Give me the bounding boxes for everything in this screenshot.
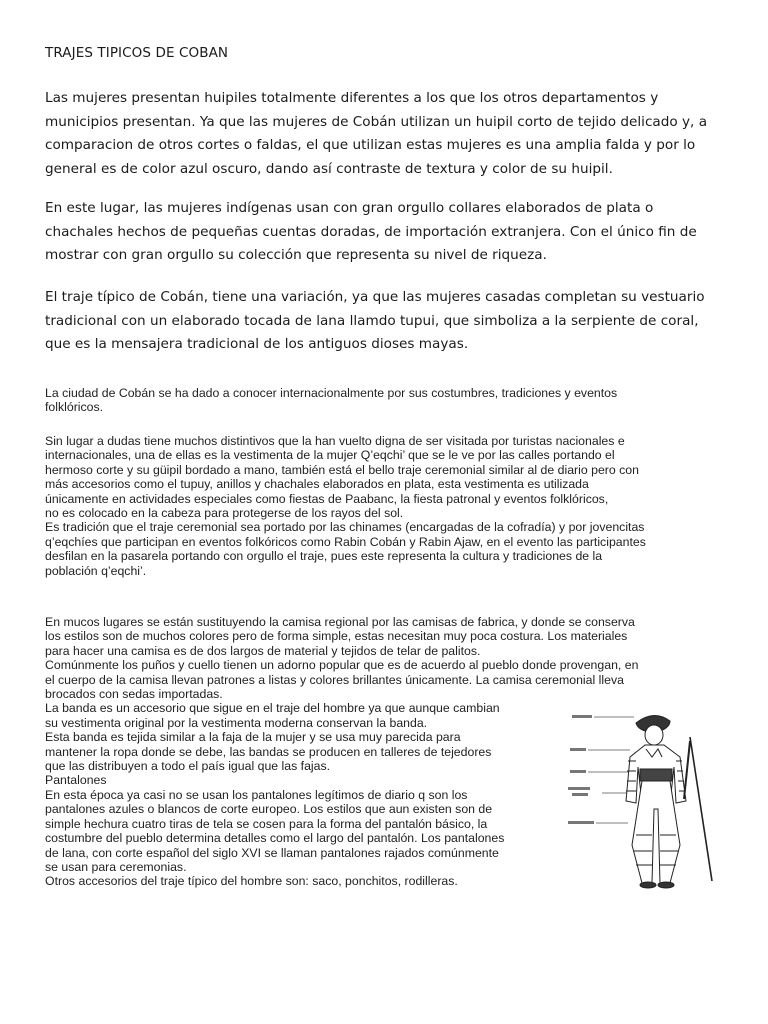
text-line: Sin lugar a dudas tiene muchos distintivos que la han vuelto digna de ser visitada por turistas nacionales e	[45, 434, 625, 448]
text-line: En este lugar, las mujeres indígenas usan con gran orgullo collares elaborados de plata o	[45, 200, 654, 216]
text-line: que las distribuyen a todo el país igual que las fajas.	[45, 759, 331, 774]
document-title: TRAJES TIPICOS DE COBAN	[45, 45, 229, 61]
text-line: costumbre del pueblo determina detalles como el largo del pantalón. Los pantalones	[45, 831, 505, 846]
text-line: q’eqchíes que participan en eventos folkóricos como Rabin Cobán y Rabin Ajaw, en el evento las participantes	[45, 534, 646, 549]
text-line: mostrar con gran orgullo su colección que representa su nivel de riqueza.	[45, 247, 547, 263]
text-line: Es tradición que el traje ceremonial sea portado por las chinames (encargadas de la cofradía) y por jovencitas	[45, 520, 645, 535]
text-line: se usan para ceremonias.	[45, 859, 187, 874]
text-line: tradicional con un elaborado tocada de lana llamdo tupui, que simboliza a la serpiente de coral,	[45, 312, 699, 329]
text-line: desfilan en la pasarela portando con orgullo el traje, pues este representa la cultura y tradiciones de la	[45, 549, 603, 564]
text-line: En esta época ya casi no se usan los pantalones legítimos de diario q son los	[45, 787, 468, 802]
text-line: su vestimenta original por la vestimenta moderna conservan la banda.	[45, 715, 428, 730]
text-line: La banda es un accesorio que sigue en el traje del hombre ya que aunque cambian	[45, 701, 500, 716]
text-line: La ciudad de Cobán se ha dado a conocer internacionalmente por sus costumbres, tradiciones y eventos	[45, 386, 618, 400]
text-line: folklóricos.	[45, 400, 104, 415]
text-line: internacionales, una de ellas es la vestimenta de la mujer Q’eqchi’ que se le ve por las calles portando el	[45, 448, 615, 463]
text-line: Las mujeres presentan huipiles totalmente diferentes a los que los otros departamentos y	[45, 90, 659, 106]
body-block-3	[45, 615, 638, 889]
text-line: pantalones azules o blancos de corte europeo. Los estilos que aun existen son de	[45, 802, 493, 817]
text-line: Otros accesorios del traje típico del hombre son: saco, ponchitos, rodilleras.	[45, 874, 458, 889]
text-line: Pantalones	[45, 773, 107, 788]
text-line: no es colocado en la cabeza para protegerse de los rayos del sol.	[45, 506, 404, 521]
text-line: población q’eqchi’.	[45, 563, 147, 578]
text-line: municipios presentan. Ya que las mujeres de Cobán utilizan un huipil corto de tejido delicado y, a	[45, 113, 708, 130]
traje-hombre-illustration	[566, 705, 722, 891]
text-line: para hacer una camisa es de dos largos de material y tejidos de telar de palitos.	[45, 643, 481, 658]
text-line: de lana, con corte español del siglo XVI se llaman pantalones rajados comúnmente	[45, 845, 499, 860]
text-line: hermoso corte y su güipil bordado a mano, también está el bello traje ceremonial similar al de diario pero con	[45, 462, 639, 477]
intro-paragraph-3	[45, 286, 735, 357]
text-line: El traje típico de Cobán, tiene una variación, ya que las mujeres casadas completan su vestuario	[45, 289, 705, 305]
text-line: los estilos son de muchos colores pero de forma simple, estas necesitan muy poca costura. Los materiales	[45, 629, 628, 644]
intro-paragraph-2	[45, 197, 735, 268]
text-line: Esta banda es tejida similar a la faja de la mujer y se usa muy parecida para	[45, 730, 461, 745]
text-line: brocados con sedas importadas.	[45, 687, 223, 702]
intro-paragraph-1	[45, 87, 735, 181]
body-block-2	[45, 434, 646, 578]
body-block-1	[45, 386, 617, 415]
text-line: Comúnmente los puños y cuello tienen un adorno popular que es de acuerdo al pueblo donde provengan, en	[45, 658, 639, 673]
text-line: chachales hechos de pequeñas cuentas doradas, de importación extranjera. Con el único fin de	[45, 223, 697, 240]
text-line: más accesorios como el tupuy, anillos y chachales elaborados en plata, esta vestimenta es utilizada	[45, 477, 589, 492]
text-line: únicamente en actividades especiales como fiestas de Paabanc, la fiesta patronal y eventos folklóricos,	[45, 491, 609, 506]
text-line: mantener la ropa donde se debe, las bandas se producen en talleres de tejedores	[45, 744, 492, 759]
text-line: simple hechura cuatro tiras de tela se cosen para la forma del pantalón básico, la	[45, 816, 488, 831]
text-line: En mucos lugares se están sustituyendo la camisa regional por las camisas de fabrica, y donde se conserva	[45, 615, 635, 629]
text-line: comparacion de otros cortes o faldas, el que utilizan estas mujeres es una amplia falda y por lo	[45, 137, 696, 153]
text-line: que es la mensajera tradicional de los antiguos dioses mayas.	[45, 336, 469, 352]
text-line: general es de color azul oscuro, dando así contraste de textura y color de su huipil.	[45, 160, 613, 177]
text-line: el cuerpo de la camisa llevan patrones a listas y colores brillantes únicamente. La camisa ceremonial lleva	[45, 672, 624, 687]
